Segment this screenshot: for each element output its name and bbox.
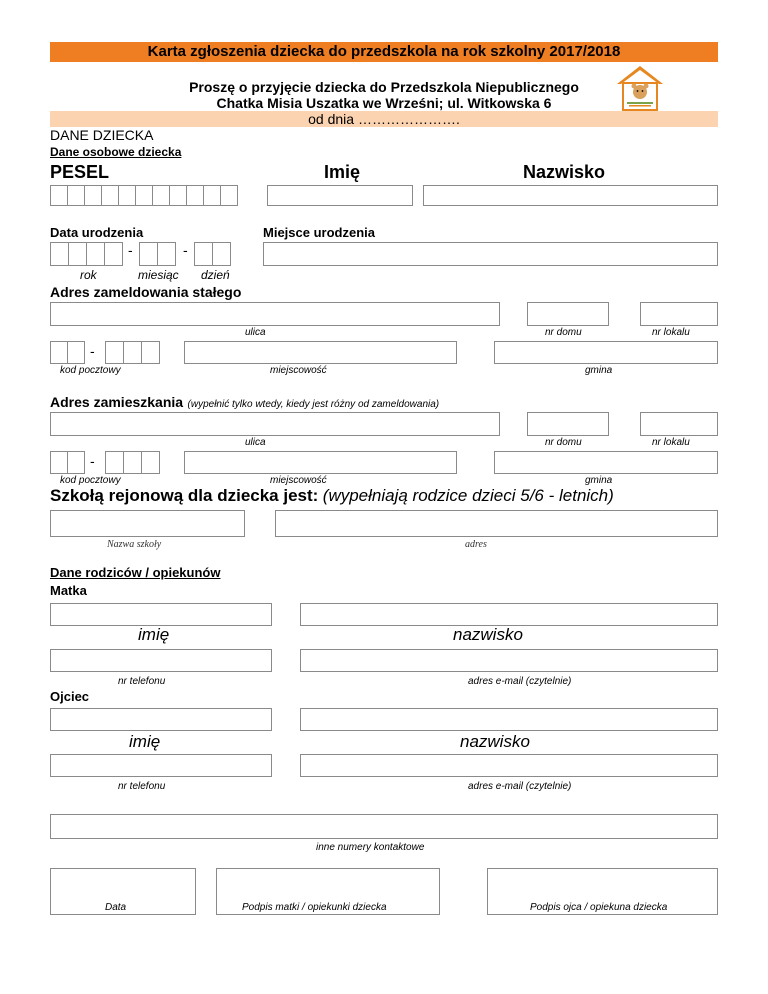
res-postal-caption: kod pocztowy: [60, 475, 121, 486]
section-child-data: DANE DZIECKA: [50, 127, 154, 143]
birth-year-field[interactable]: [50, 242, 123, 266]
child-first-name-field[interactable]: [267, 185, 413, 206]
perm-street-field[interactable]: [50, 302, 500, 326]
perm-street-caption: ulica: [245, 327, 266, 338]
perm-house-number-field[interactable]: [527, 302, 609, 326]
perm-apartment-number-field[interactable]: [640, 302, 718, 326]
school-name-field[interactable]: [50, 510, 245, 537]
mother-first-name-caption: imię: [138, 625, 170, 644]
birth-month-field[interactable]: [139, 242, 176, 266]
res-street-field[interactable]: [50, 412, 500, 436]
res-commune-field[interactable]: [494, 451, 718, 474]
residence-address-note: (wypełnić tylko wtedy, kiedy jest różny od zameldowania): [187, 399, 440, 410]
kindergarten-logo: [615, 64, 665, 112]
parents-title: Dane rodziców / opiekunów: [50, 565, 221, 580]
residence-address-title: [50, 394, 439, 412]
father-email-field[interactable]: [300, 754, 718, 777]
res-commune-caption: gmina: [585, 475, 613, 486]
residence-address-label: Adres zamieszkania: [50, 394, 184, 410]
district-school-label: Szkołą rejonową dla dziecka jest:: [50, 486, 319, 505]
district-school-note: (wypełniają rodzice dzieci 5/6 - letnich): [322, 486, 614, 505]
intro-line-2: Chatka Misia Uszatka we Wrześni; ul. Witkowska 6: [216, 95, 552, 111]
father-phone-caption: nr telefonu: [118, 781, 166, 792]
father-first-name-field[interactable]: [50, 708, 272, 731]
day-caption: dzień: [201, 268, 230, 282]
form-title: Karta zgłoszenia dziecka do przedszkola na rok szkolny 2017/2018: [50, 42, 718, 62]
perm-postal-code-part1[interactable]: [50, 341, 85, 364]
res-house-caption: nr domu: [545, 437, 582, 448]
res-street-caption: ulica: [245, 437, 266, 448]
perm-apartment-caption: nr lokalu: [652, 327, 690, 338]
mother-phone-field[interactable]: [50, 649, 272, 672]
child-last-name-label: Nazwisko: [523, 162, 606, 182]
child-first-name-label: Imię: [324, 162, 361, 182]
date-dash-1: -: [128, 242, 133, 258]
child-last-name-field[interactable]: [423, 185, 718, 206]
father-last-name-field[interactable]: [300, 708, 718, 731]
year-caption: rok: [80, 268, 97, 282]
permanent-address-title: Adres zameldowania stałego: [50, 284, 242, 300]
res-city-caption: miejscowość: [270, 475, 327, 486]
res-city-field[interactable]: [184, 451, 457, 474]
mother-phone-caption: nr telefonu: [118, 676, 166, 687]
perm-commune-caption: gmina: [585, 365, 613, 376]
perm-house-caption: nr domu: [545, 327, 582, 338]
birth-day-field[interactable]: [194, 242, 231, 266]
pesel-field[interactable]: [50, 185, 238, 206]
perm-commune-field[interactable]: [494, 341, 718, 364]
res-apartment-number-field[interactable]: [640, 412, 718, 436]
subsection-personal: Dane osobowe dziecka: [50, 145, 182, 159]
pesel-label: PESEL: [50, 162, 110, 182]
father-first-name-caption: imię: [129, 732, 161, 751]
district-school-title: [50, 486, 614, 506]
other-contacts-field[interactable]: [50, 814, 718, 839]
res-postal-code-part2[interactable]: [105, 451, 160, 474]
month-caption: miesiąc: [138, 268, 179, 282]
res-house-number-field[interactable]: [527, 412, 609, 436]
other-contacts-caption: inne numery kontaktowe: [316, 842, 425, 853]
mother-last-name-field[interactable]: [300, 603, 718, 626]
father-label: Ojciec: [50, 689, 90, 704]
father-last-name-caption: nazwisko: [460, 732, 530, 751]
perm-city-caption: miejscowość: [270, 365, 327, 376]
perm-postal-caption: kod pocztowy: [60, 365, 121, 376]
intro-line-1: Proszę o przyjęcie dziecka do Przedszkola Niepublicznego: [189, 79, 579, 95]
school-address-caption: adres: [465, 539, 487, 550]
mother-signature-caption: Podpis matki / opiekunki dziecka: [242, 902, 387, 913]
father-email-caption: adres e-mail (czytelnie): [468, 781, 572, 792]
mother-label: Matka: [50, 583, 87, 598]
school-address-field[interactable]: [275, 510, 718, 537]
res-postal-code-part1[interactable]: [50, 451, 85, 474]
date-signature-caption: Data: [105, 902, 127, 913]
perm-postal-dash: -: [90, 343, 95, 359]
mother-email-caption: adres e-mail (czytelnie): [468, 676, 572, 687]
birth-place-label: Miejsce urodzenia: [263, 225, 375, 240]
mother-first-name-field[interactable]: [50, 603, 272, 626]
perm-city-field[interactable]: [184, 341, 457, 364]
school-name-caption: Nazwa szkoły: [107, 539, 162, 550]
mother-last-name-caption: nazwisko: [453, 625, 523, 644]
date-dash-2: -: [183, 242, 188, 258]
intro-line-3: od dnia ………………….: [308, 111, 460, 127]
perm-postal-code-part2[interactable]: [105, 341, 160, 364]
father-signature-caption: Podpis ojca / opiekuna dziecka: [530, 902, 668, 913]
mother-email-field[interactable]: [300, 649, 718, 672]
res-apartment-caption: nr lokalu: [652, 437, 690, 448]
birth-place-field[interactable]: [263, 242, 718, 266]
birth-date-label: Data urodzenia: [50, 225, 144, 240]
res-postal-dash: -: [90, 453, 95, 469]
father-phone-field[interactable]: [50, 754, 272, 777]
